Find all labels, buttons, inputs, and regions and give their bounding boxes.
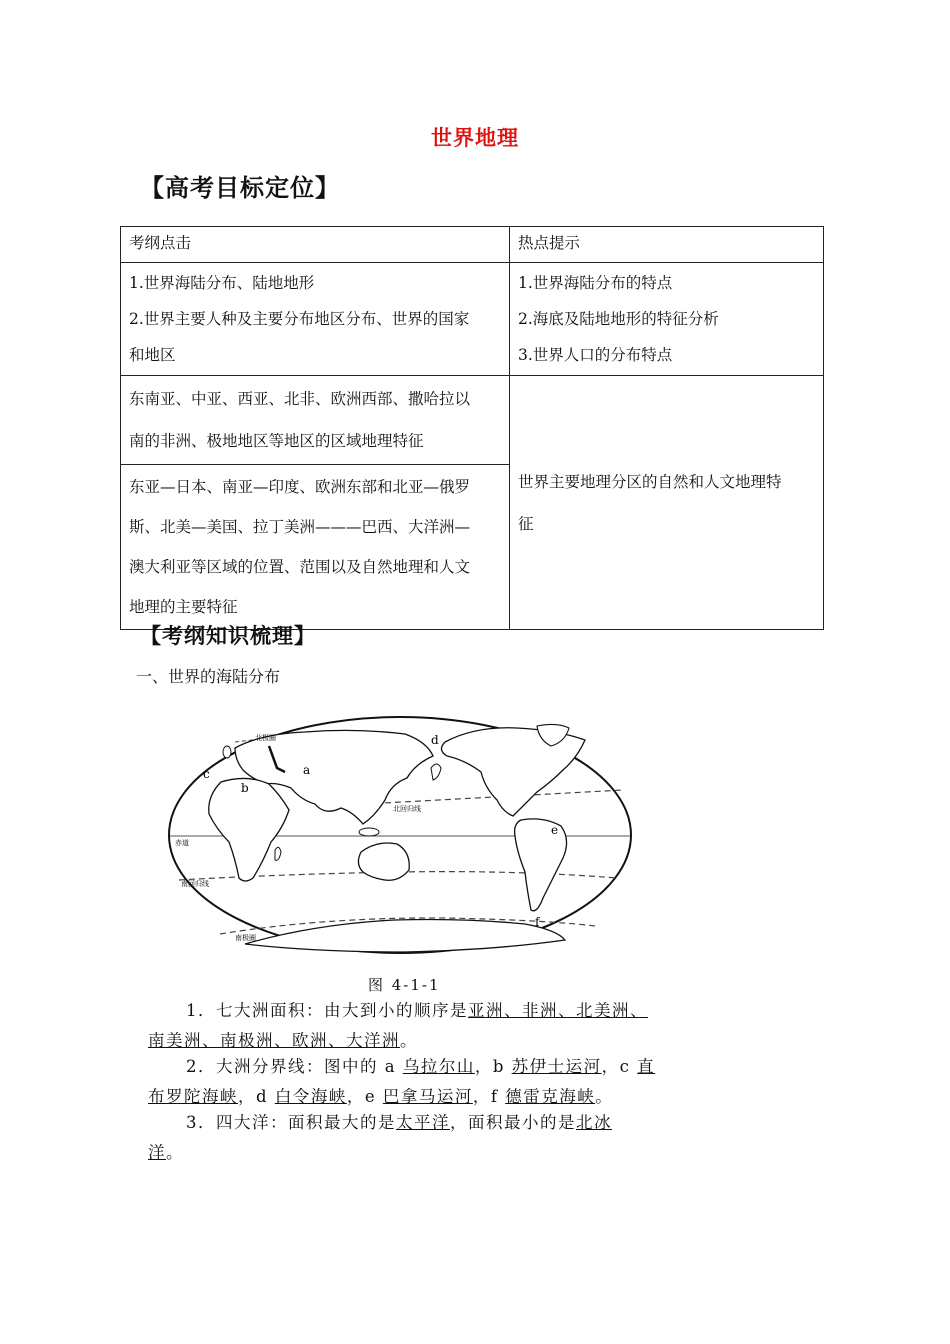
table-row	[121, 263, 824, 376]
document-title: 世界地理	[431, 125, 519, 150]
syllabus-cell-2	[121, 376, 510, 465]
paragraph-boundaries	[148, 1052, 668, 1112]
answer-span: 北冰	[576, 1113, 612, 1132]
text-span: ，f	[472, 1087, 506, 1106]
text-span: 。	[166, 1143, 184, 1162]
answer-span: 乌拉尔山	[402, 1057, 475, 1076]
cell-line: 和地区	[129, 346, 176, 364]
section-heading-targets: 【高考目标定位】	[140, 174, 340, 202]
cell-line: 3.世界人口的分布特点	[518, 346, 673, 364]
cell-line: 东南亚、中亚、西亚、北非、欧洲西部、撒哈拉以	[129, 390, 471, 408]
answer-span: 德雷克海峡	[505, 1087, 596, 1106]
british-isles-shape	[223, 746, 231, 758]
answer-span: 苏伊士运河	[511, 1057, 602, 1076]
cell-line: 1.世界海陆分布、陆地地形	[129, 274, 315, 292]
table-header-row	[121, 227, 824, 263]
text-span: 3．四大洋：面积最大的是	[186, 1113, 396, 1132]
marker-d-label: d	[431, 733, 439, 747]
cell-line: 1.世界海陆分布的特点	[518, 274, 673, 292]
answer-span: 巴拿马运河	[382, 1087, 473, 1106]
marker-a-label: a	[303, 763, 311, 777]
marker-b-label: b	[241, 781, 249, 795]
cell-line: 东亚—日本、南亚—印度、欧洲东部和北亚—俄罗	[129, 478, 471, 496]
cell-line: 斯、北美—美国、拉丁美洲———巴西、大洋洲—	[129, 518, 471, 536]
answer-span: 太平洋	[396, 1113, 450, 1132]
text-span: 2．大洲分界线：图中的 a	[186, 1057, 403, 1076]
text-span: ，c	[601, 1057, 638, 1076]
cell-line: 2.世界主要人种及主要分布地区分布、世界的国家	[129, 310, 470, 328]
cell-line: 2.海底及陆地地形的特征分析	[518, 310, 719, 328]
arctic-circle-label: 北极圈	[255, 734, 276, 742]
hotspot-cell-merged	[510, 376, 824, 630]
text-span: ，面积最小的是	[450, 1113, 576, 1132]
text-span: 1．七大洲面积：由大到小的顺序是	[186, 1001, 468, 1020]
marker-f-label: f	[535, 915, 540, 929]
cell-line: 征	[518, 514, 534, 533]
answer-span: 布罗陀海峡	[148, 1087, 238, 1106]
cell-line: 澳大利亚等区域的位置、范围以及自然地理和人文	[129, 558, 471, 576]
answer-span: 亚洲、非洲、北美洲、	[468, 1001, 648, 1020]
paragraph-oceans	[148, 1108, 668, 1168]
syllabus-cell-1	[121, 263, 510, 376]
cell-line: 南的非洲、极地地区等地区的区域地理特征	[129, 432, 424, 450]
world-map-figure	[165, 712, 635, 958]
text-span: 。	[595, 1087, 614, 1106]
text-span: ，d	[238, 1087, 275, 1106]
section-heading-knowledge: 【考纲知识梳理】	[140, 624, 316, 648]
syllabus-cell-3	[121, 465, 510, 630]
indonesia-islands-shape	[359, 828, 379, 836]
equator-label: 赤道	[175, 839, 189, 847]
tropic-of-capricorn-label: 南回归线	[181, 880, 209, 888]
figure-caption: 图 4-1-1	[368, 976, 441, 994]
antarctic-circle-label: 南极圈	[235, 934, 256, 942]
answer-span: 南美洲、南极洲、欧洲、大洋洲	[148, 1031, 400, 1050]
text-span: 。	[400, 1031, 418, 1050]
header-cell-hotspots: 热点提示	[510, 227, 824, 263]
text-span: ，b	[474, 1057, 512, 1076]
cell-line: 世界主要地理分区的自然和人文地理特	[518, 472, 782, 491]
tropic-of-cancer-label: 北回归线	[393, 805, 421, 813]
table-row	[121, 376, 824, 465]
marker-e-label: e	[551, 823, 559, 837]
answer-span: 直	[637, 1057, 656, 1076]
answer-span: 白令海峡	[274, 1087, 347, 1106]
exam-goals-table	[120, 226, 824, 630]
answer-span: 洋	[148, 1143, 166, 1162]
text-span: ，e	[346, 1087, 383, 1106]
marker-c-label: c	[203, 767, 210, 781]
hotspot-cell-1	[510, 263, 824, 376]
header-cell-syllabus: 考纲点击	[121, 227, 510, 263]
cell-line: 地理的主要特征	[129, 598, 238, 616]
paragraph-continents	[148, 996, 668, 1056]
subheading-land-sea: 一、世界的海陆分布	[136, 667, 281, 686]
australia-shape	[358, 843, 409, 880]
